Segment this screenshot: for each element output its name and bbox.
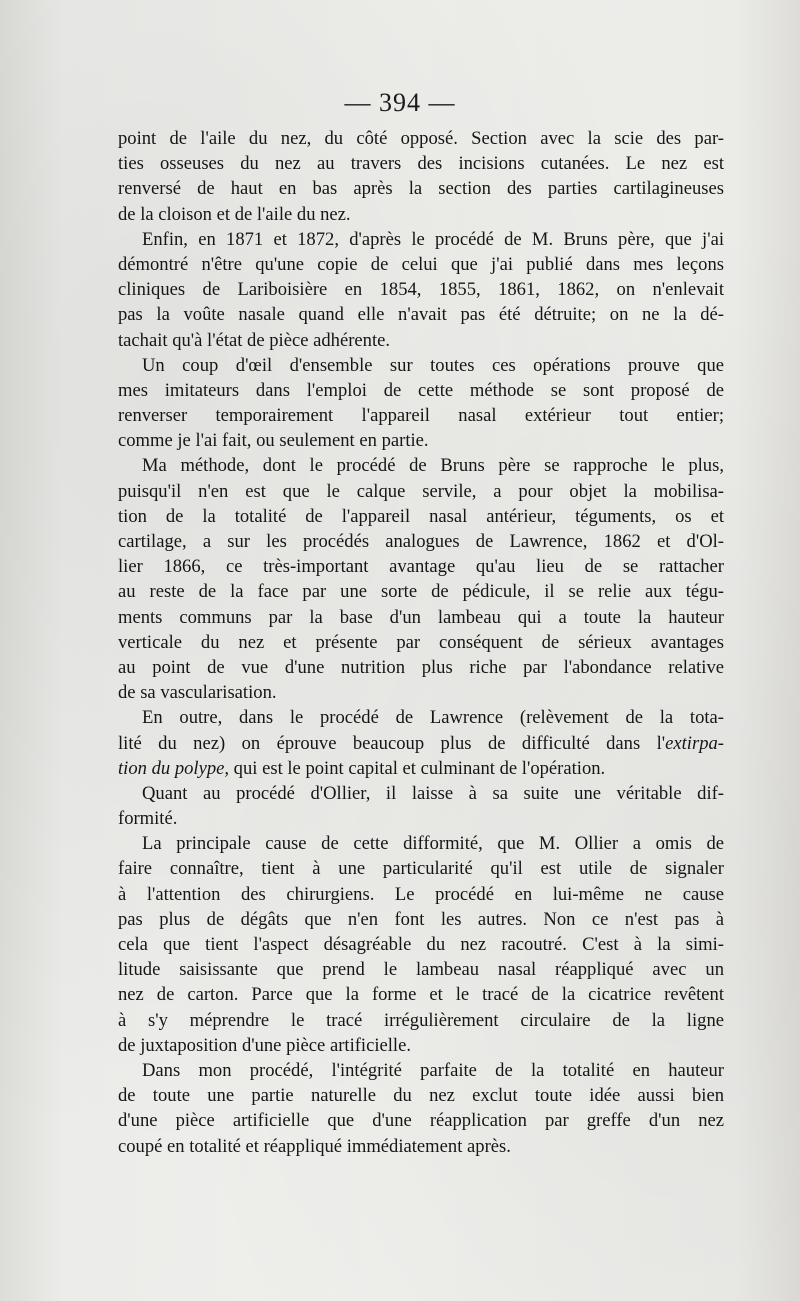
text-line: nez de carton. Parce que la forme et le tracé de la cicatrice revêtent	[118, 984, 724, 1006]
text-line: au point de vue d'une nutrition plus riche par l'abondance relative	[118, 656, 724, 678]
text-line: La principale cause de cette difformité, que M. Ollier a omis de	[142, 833, 724, 855]
text-line: verticale du nez et présente par conséquent de sérieux avantages	[118, 631, 724, 653]
paragraph	[118, 831, 724, 1058]
text-line: pas la voûte nasale quand elle n'avait pas été détruite; on ne la dé-	[118, 304, 724, 326]
text-line: Dans mon procédé, l'intégrité parfaite de la totalité en hauteur	[142, 1059, 724, 1081]
text-line: de la cloison et de l'aile du nez.	[118, 203, 351, 225]
paragraph	[118, 453, 724, 705]
text-line: Ma méthode, dont le procédé de Bruns père se rapproche le plus,	[142, 455, 724, 477]
text-line: Enfin, en 1871 et 1872, d'après le procédé de M. Bruns père, que j'ai	[142, 228, 724, 250]
paragraph	[118, 126, 724, 227]
text-line: point de l'aile du nez, du côté opposé. Section avec la scie des par-	[118, 128, 724, 149]
italic-text: tion du polype,	[118, 757, 230, 779]
text-line: lier 1866, ce très-important avantage qu'au lieu de se rattacher	[118, 556, 724, 578]
text-line	[118, 731, 724, 756]
text-line	[118, 756, 724, 781]
body-text	[118, 126, 724, 1159]
text-line: pas plus de dégâts que n'en font les autres. Non ce n'est pas à	[118, 908, 724, 930]
text-line: cliniques de Lariboisière en 1854, 1855, 1861, 1862, on n'enlevait	[118, 279, 724, 301]
text-line: En outre, dans le procédé de Lawrence (relèvement de la tota-	[142, 707, 724, 729]
text-line: litude saisissante que prend le lambeau nasal réappliqué avec un	[118, 959, 724, 981]
text-line: faire connaître, tient à une particularité qu'il est utile de signaler	[118, 858, 724, 880]
text-line: à l'attention des chirurgiens. Le procédé en lui-même ne cause	[118, 883, 724, 905]
text-line: de sa vascularisation.	[118, 682, 277, 704]
text-line: à s'y méprendre le tracé irrégulièrement circulaire de la ligne	[118, 1009, 724, 1031]
text-line: ments communs par la base d'un lambeau qui a toute la hauteur	[118, 606, 724, 628]
text-line: au reste de la face par une sorte de pédicule, il se relie aux tégu-	[118, 581, 724, 603]
text-line: Quant au procédé d'Ollier, il laisse à sa suite une véritable dif-	[142, 782, 724, 804]
text-segment: qui est le point capital et culminant de l'opération.	[229, 757, 606, 779]
text-line: tion de la totalité de l'appareil nasal antérieur, téguments, os et	[118, 505, 724, 527]
text-line: cela que tient l'aspect désagréable du nez racoutré. C'est à la simi-	[118, 934, 724, 955]
text-line: Un coup d'œil d'ensemble sur toutes ces opérations prouve que	[142, 354, 724, 376]
text-line: ties osseuses du nez au travers des incisions cutanées. Le nez est	[118, 153, 724, 175]
paragraph	[118, 1058, 724, 1159]
paragraph	[118, 705, 724, 781]
page-number: — 394 —	[344, 88, 456, 117]
text-line: de juxtaposition d'une pièce artificielle.	[118, 1034, 411, 1056]
text-line: renversé de haut en bas après la section des parties cartilagineuses	[118, 178, 724, 200]
paragraph	[118, 227, 724, 353]
text-line: démontré n'être qu'une copie de celui que j'ai publié dans mes leçons	[118, 253, 724, 275]
text-line: puisqu'il n'en est que le calque servile, a pour objet la mobilisa-	[118, 480, 724, 502]
paragraph	[118, 781, 724, 831]
text-line: de toute une partie naturelle du nez exclut toute idée aussi bien	[118, 1085, 724, 1107]
italic-text: extirpa-	[665, 732, 724, 754]
text-line: d'une pièce artificielle que d'une réapplication par greffe d'un nez	[118, 1110, 724, 1132]
text-line: mes imitateurs dans l'emploi de cette méthode se sont proposé de	[118, 379, 724, 401]
text-line: renverser temporairement l'appareil nasal extérieur tout entier;	[118, 405, 724, 427]
text-line: cartilage, a sur les procédés analogues de Lawrence, 1862 et d'Ol-	[118, 531, 724, 552]
text-line: tachait qu'à l'état de pièce adhérente.	[118, 329, 391, 351]
text-line: comme je l'ai fait, ou seulement en partie.	[118, 430, 429, 452]
text-segment: lité du nez) on éprouve beaucoup plus de difficulté dans l'	[118, 732, 666, 754]
text-line: formité.	[118, 808, 178, 830]
text-line: coupé en totalité et réappliqué immédiatement après.	[118, 1135, 511, 1157]
paragraph	[118, 353, 724, 454]
